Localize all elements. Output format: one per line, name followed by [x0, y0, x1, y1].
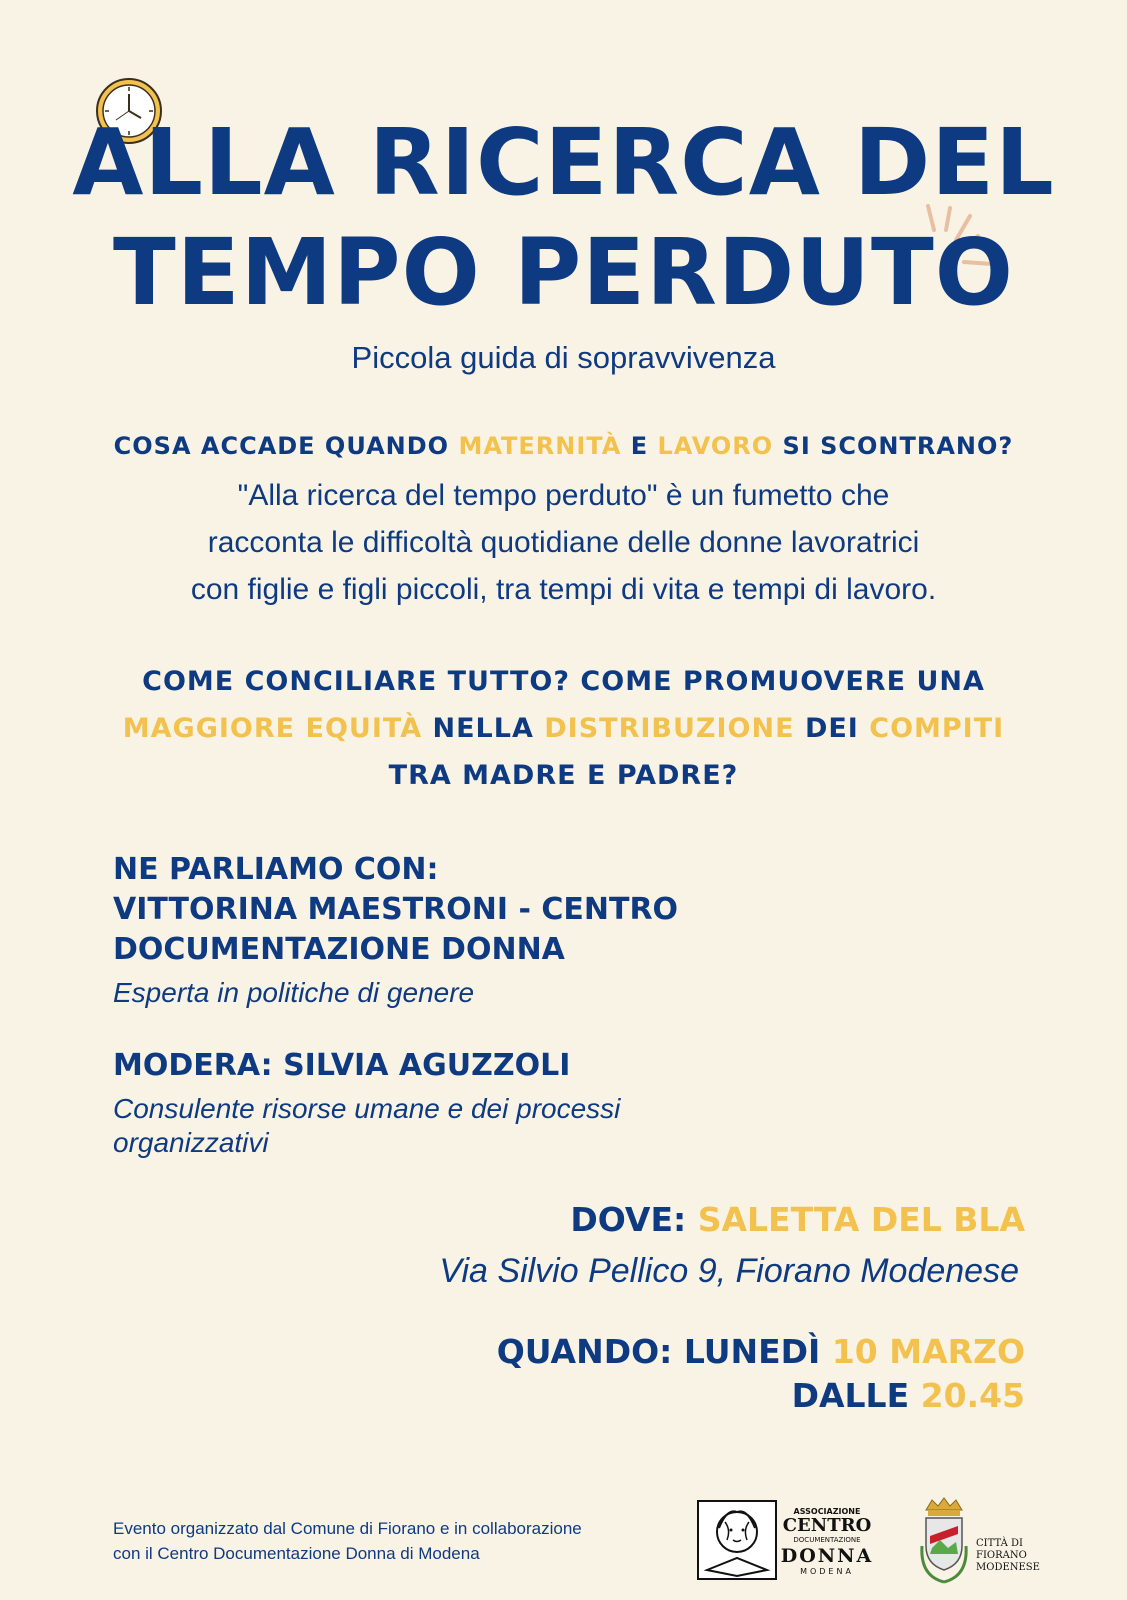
subtitle: Piccola guida di sopravvivenza	[351, 340, 776, 375]
moderator-label: MODERA: SILVIA AGUZZOLI	[113, 1048, 571, 1083]
speaker-role: Esperta in politiche di genere	[113, 977, 475, 1008]
event-when: QUANDO: LUNEDÌ 10 MARZO DALLE 20.45	[496, 1332, 1025, 1415]
description-line: racconta le difficoltà quotidiane delle donne lavoratrici	[207, 526, 920, 559]
fiorano-crest	[918, 1496, 1048, 1588]
cdd-logo-text: DOCUMENTAZIONE	[793, 1536, 861, 1544]
question-2: COME CONCILIARE TUTTO? COME PROMUOVERE UNA MAGGIORE EQUITÀ NELLA DISTRIBUZIONE DEI COMPITI TRA MADRE E PADRE?	[122, 666, 1005, 791]
page-title	[0, 108, 1127, 328]
speaker-section	[113, 850, 813, 970]
speaker-heading: NE PARLIAMO CON:	[113, 852, 439, 887]
cdd-logo	[697, 1500, 877, 1580]
speaker-name: DOCUMENTAZIONE DONNA	[113, 932, 565, 967]
title-line-2: TEMPO PERDUTO	[113, 219, 1014, 326]
highlight-distribuzione: DISTRIBUZIONE	[544, 713, 795, 744]
question-1: COSA ACCADE QUANDO MATERNITÀ E LAVORO SI SCONTRANO?	[113, 432, 1014, 460]
speaker-name: VITTORINA MAESTRONI - CENTRO	[113, 892, 679, 927]
description-line: con figlie e figli piccoli, tra tempi di vita e tempi di lavoro.	[190, 573, 937, 606]
cdd-logo-text: DONNA	[780, 1545, 874, 1567]
event-date: 10 MARZO	[831, 1332, 1025, 1371]
highlight-compiti: COMPITI	[869, 713, 1005, 744]
description	[100, 472, 1027, 613]
description-line: "Alla ricerca del tempo perduto" è un fumetto che	[237, 479, 890, 512]
cdd-logo-text: MODENA	[800, 1567, 854, 1576]
highlight-lavoro: LAVORO	[657, 432, 774, 460]
cdd-logo-text: CENTRO	[782, 1515, 872, 1536]
venue: DOVE: SALETTA DEL BLA	[570, 1200, 1025, 1239]
highlight-equita: MAGGIORE EQUITÀ	[122, 713, 423, 744]
title-line-1: ALLA RICERCA DEL	[72, 109, 1055, 216]
footer-note: Evento organizzato dal Comune di Fiorano e in collaborazione con il Centro Documentazione Donna di Modena	[113, 1519, 582, 1563]
venue-address: Via Silvio Pellico 9, Fiorano Modenese	[439, 1252, 1019, 1290]
fiorano-logo-text: MODENESE	[976, 1562, 1040, 1573]
venue-name: SALETTA DEL BLA	[697, 1200, 1025, 1239]
cdd-logo-text: ASSOCIAZIONE	[793, 1507, 861, 1516]
highlight-maternita: MATERNITÀ	[458, 432, 622, 460]
fiorano-logo-text: CITTÀ DI	[976, 1538, 1023, 1549]
fiorano-logo-text: FIORANO	[976, 1550, 1027, 1561]
moderator-role: Consulente risorse umane e dei processi organizzativi	[113, 1093, 621, 1158]
event-time: 20.45	[920, 1376, 1025, 1415]
